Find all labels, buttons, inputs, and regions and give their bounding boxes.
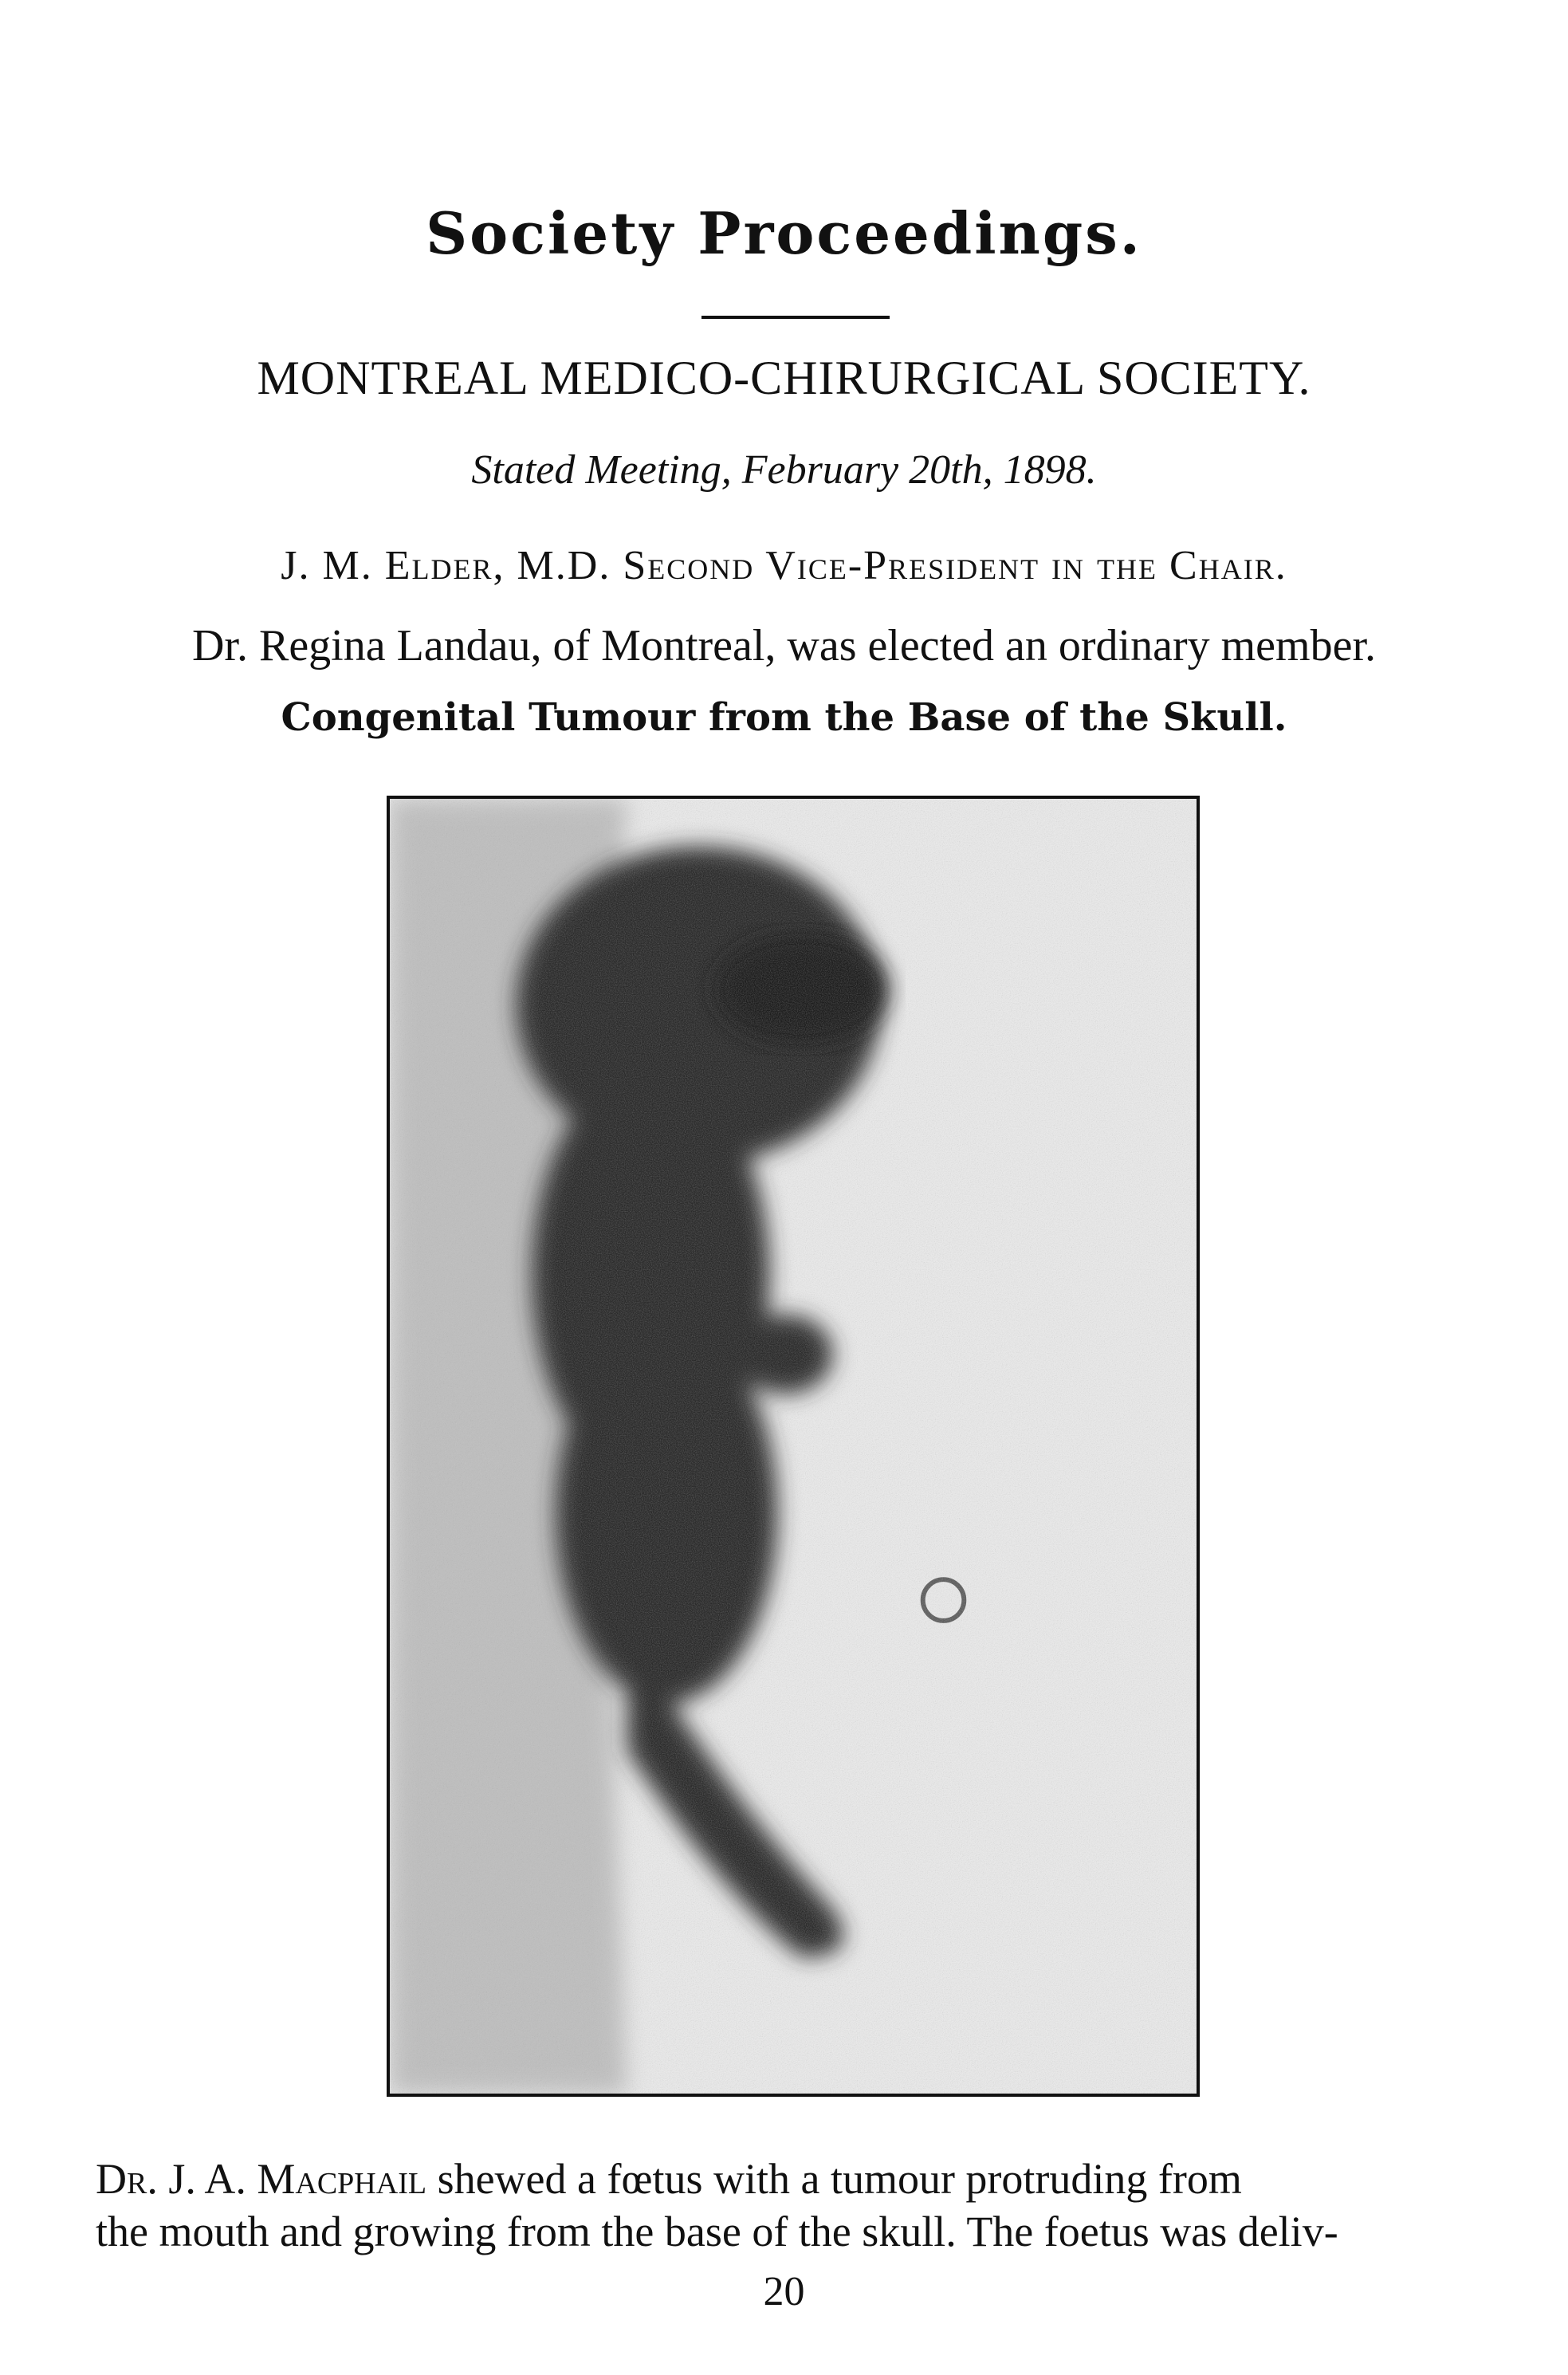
membership-line: Dr. Regina Landau, of Montreal, was elected an ordinary member. [191, 621, 1377, 670]
section-heading: Society Proceedings. [426, 199, 1142, 267]
body-line-1 [96, 2153, 1499, 2205]
chair-line: J. M. Elder, M.D. Second Vice-President in the Chair. [281, 543, 1287, 588]
meeting-date: Stated Meeting, February 20th, 1898. [471, 447, 1097, 493]
society-name: MONTREAL MEDICO-CHIRURGICAL SOCIETY. [257, 352, 1311, 404]
foetus-illustration [390, 799, 1197, 2094]
page-number: 20 [763, 2269, 805, 2314]
heading-rule [701, 316, 890, 319]
body-line-1-text: shewed a fœtus with a tumour protruding from [426, 2155, 1242, 2203]
body-paragraph [96, 2153, 1499, 2258]
foetus-photograph [387, 796, 1200, 2097]
body-line-2: the mouth and growing from the base of the skull. The foetus was deliv- [96, 2208, 1338, 2255]
case-title: Congenital Tumour from the Base of the Skull. [281, 695, 1287, 740]
author-name: Dr. J. A. Macphail [96, 2155, 427, 2203]
